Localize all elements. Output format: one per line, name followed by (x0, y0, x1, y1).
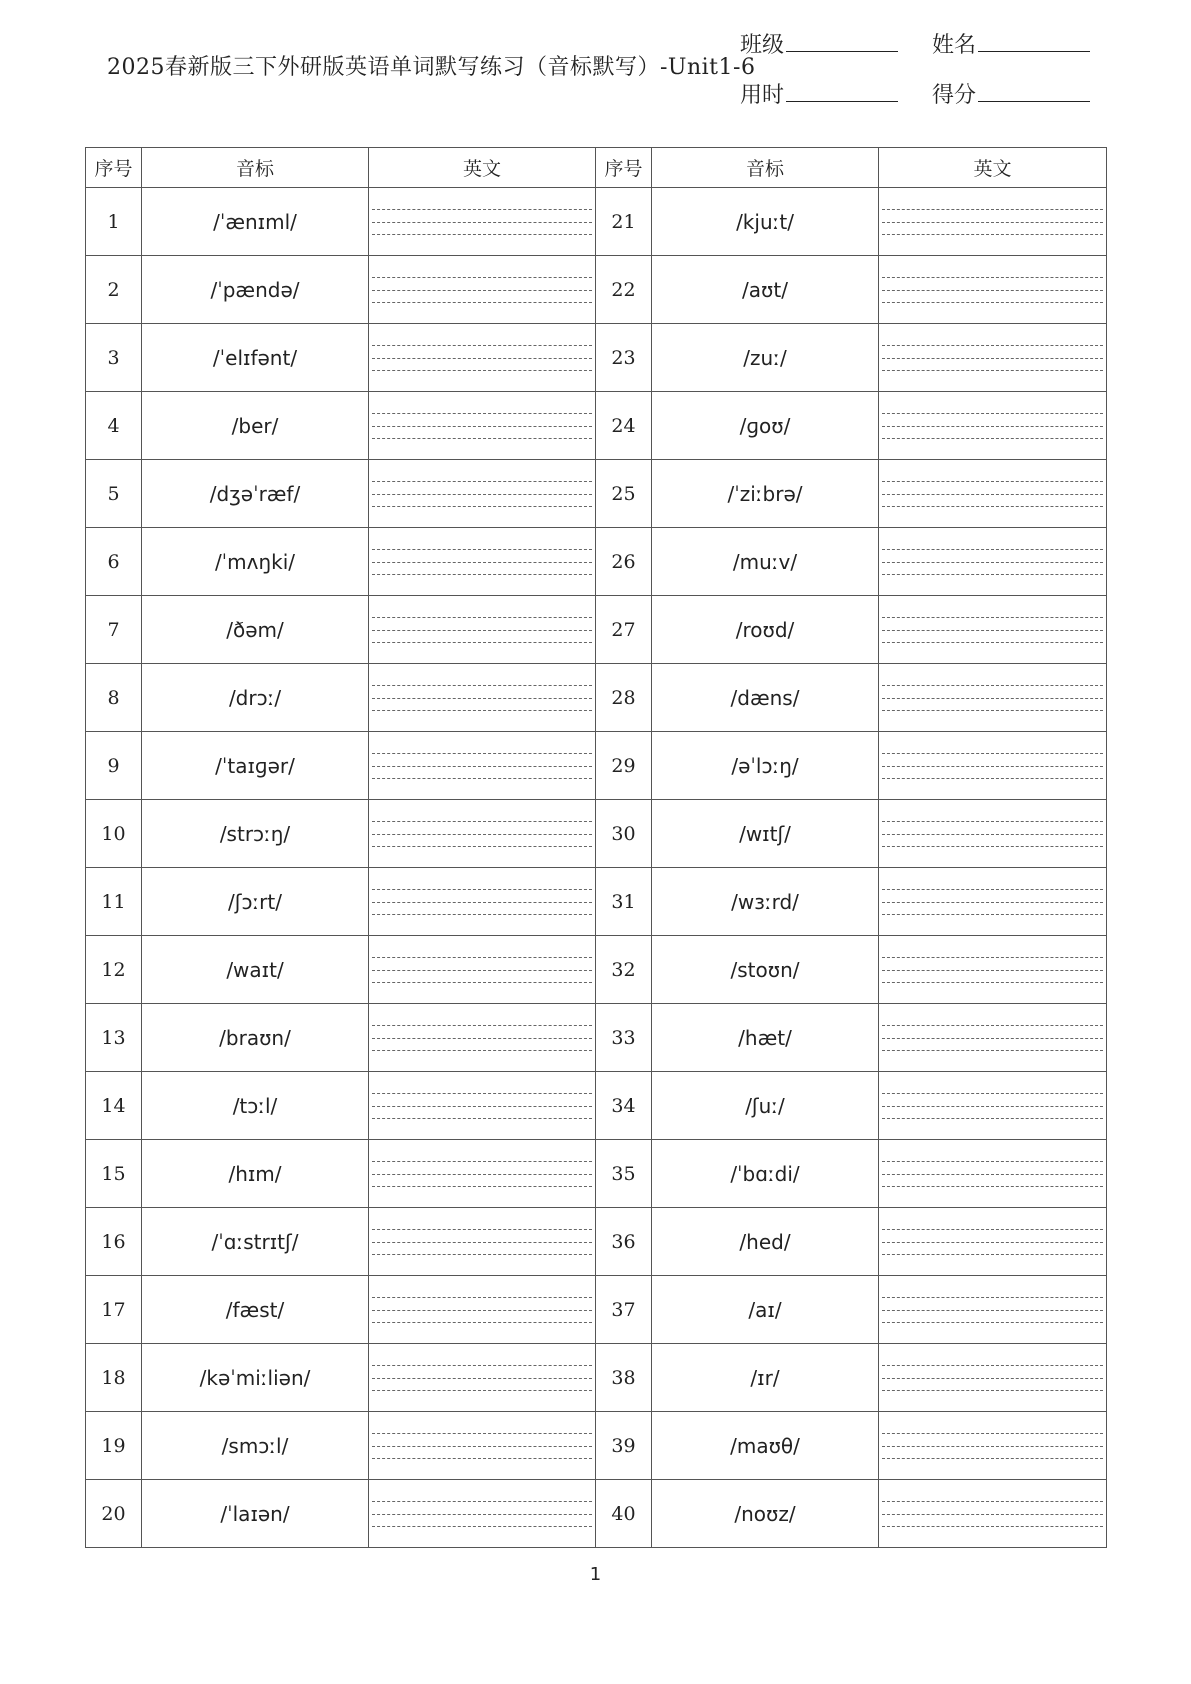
dashed-writing-line (882, 914, 1103, 915)
item-number: 30 (596, 800, 652, 868)
english-answer-cell[interactable] (369, 732, 596, 800)
dashed-writing-line (372, 846, 592, 847)
item-number: 36 (596, 1208, 652, 1276)
phonetic-symbol: /noʊz/ (652, 1480, 879, 1548)
dashed-writing-line (372, 1093, 592, 1094)
phonetic-symbol: /kjuːt/ (652, 188, 879, 256)
dashed-writing-line (372, 834, 592, 835)
dashed-writing-line (372, 345, 592, 346)
dashed-writing-line (372, 970, 592, 971)
phonetic-symbol: /strɔːŋ/ (142, 800, 369, 868)
dashed-writing-line (372, 821, 592, 822)
dashed-writing-line (882, 345, 1103, 346)
item-number: 18 (86, 1344, 142, 1412)
phonetic-symbol: /muːv/ (652, 528, 879, 596)
dashed-writing-line (372, 1229, 592, 1230)
dashed-writing-line (882, 222, 1103, 223)
english-answer-cell[interactable] (369, 1412, 596, 1480)
dashed-writing-line (882, 698, 1103, 699)
dashed-writing-line (372, 1365, 592, 1366)
item-number: 14 (86, 1072, 142, 1140)
dashed-writing-line (882, 846, 1103, 847)
dashed-writing-line (882, 778, 1103, 779)
dashed-writing-line (882, 766, 1103, 767)
item-number: 4 (86, 392, 142, 460)
name-field (932, 28, 1090, 59)
dashed-writing-line (882, 1106, 1103, 1107)
item-number: 3 (86, 324, 142, 392)
item-number: 24 (596, 392, 652, 460)
english-answer-cell[interactable] (369, 1276, 596, 1344)
item-number: 40 (596, 1480, 652, 1548)
dashed-writing-line (882, 957, 1103, 958)
table-row (86, 1480, 1107, 1548)
item-number: 5 (86, 460, 142, 528)
phonetic-symbol: /ˈlaɪən/ (142, 1480, 369, 1548)
phonetic-symbol: /zuː/ (652, 324, 879, 392)
english-answer-cell[interactable] (369, 460, 596, 528)
item-number: 35 (596, 1140, 652, 1208)
dashed-writing-line (882, 1186, 1103, 1187)
english-answer-cell[interactable] (369, 1344, 596, 1412)
item-number: 20 (86, 1480, 142, 1548)
table-row (86, 868, 1107, 936)
dashed-writing-line (372, 209, 592, 210)
dashed-writing-line (372, 1433, 592, 1434)
header-ipa-right: 音标 (652, 148, 879, 188)
item-number: 17 (86, 1276, 142, 1344)
dashed-writing-line (882, 1310, 1103, 1311)
dashed-writing-line (372, 1254, 592, 1255)
dashed-writing-line (882, 277, 1103, 278)
dashed-writing-line (372, 413, 592, 414)
phonetic-symbol: /fæst/ (142, 1276, 369, 1344)
header-ipa-left: 音标 (142, 148, 369, 188)
dictation-table (85, 147, 1107, 1548)
dashed-writing-line (372, 914, 592, 915)
dashed-writing-line (882, 413, 1103, 414)
item-number: 10 (86, 800, 142, 868)
dashed-writing-line (372, 234, 592, 235)
dashed-writing-line (882, 834, 1103, 835)
phonetic-symbol: /dʒəˈræf/ (142, 460, 369, 528)
dashed-writing-line (882, 982, 1103, 983)
english-answer-cell[interactable] (879, 324, 1107, 392)
english-answer-cell[interactable] (369, 392, 596, 460)
dashed-writing-line (882, 1118, 1103, 1119)
dashed-writing-line (882, 506, 1103, 507)
dashed-writing-line (882, 1050, 1103, 1051)
dashed-writing-line (882, 889, 1103, 890)
phonetic-symbol: /ˈelɪfənt/ (142, 324, 369, 392)
dashed-writing-line (372, 1174, 592, 1175)
dashed-writing-line (882, 685, 1103, 686)
dashed-writing-line (372, 1458, 592, 1459)
dashed-writing-line (882, 630, 1103, 631)
phonetic-symbol: /maʊθ/ (652, 1412, 879, 1480)
phonetic-symbol: /ˈmʌŋki/ (142, 528, 369, 596)
dashed-writing-line (882, 1038, 1103, 1039)
item-number: 15 (86, 1140, 142, 1208)
english-answer-cell[interactable] (879, 1276, 1107, 1344)
phonetic-symbol: /drɔː/ (142, 664, 369, 732)
english-answer-cell[interactable] (879, 800, 1107, 868)
dashed-writing-line (882, 549, 1103, 550)
dashed-writing-line (882, 1365, 1103, 1366)
dashed-writing-line (372, 549, 592, 550)
dashed-writing-line (372, 370, 592, 371)
header-english-left: 英文 (369, 148, 596, 188)
dashed-writing-line (882, 1174, 1103, 1175)
dashed-writing-line (882, 1254, 1103, 1255)
phonetic-symbol: /waɪt/ (142, 936, 369, 1004)
table-row (86, 324, 1107, 392)
phonetic-symbol: /ber/ (142, 392, 369, 460)
dashed-writing-line (372, 222, 592, 223)
phonetic-symbol: /wɪtʃ/ (652, 800, 879, 868)
english-answer-cell[interactable] (369, 256, 596, 324)
phonetic-symbol: /braʊn/ (142, 1004, 369, 1072)
dashed-writing-line (372, 685, 592, 686)
phonetic-symbol: /ɡoʊ/ (652, 392, 879, 460)
english-answer-cell[interactable] (879, 664, 1107, 732)
english-answer-cell[interactable] (879, 528, 1107, 596)
dashed-writing-line (882, 1526, 1103, 1527)
phonetic-symbol: /hed/ (652, 1208, 879, 1276)
english-answer-cell[interactable] (369, 936, 596, 1004)
dashed-writing-line (372, 494, 592, 495)
dashed-writing-line (372, 1242, 592, 1243)
dashed-writing-line (372, 1310, 592, 1311)
dashed-writing-line (372, 426, 592, 427)
dashed-writing-line (372, 358, 592, 359)
dashed-writing-line (372, 957, 592, 958)
phonetic-symbol: /ðəm/ (142, 596, 369, 664)
dashed-writing-line (882, 1229, 1103, 1230)
item-number: 33 (596, 1004, 652, 1072)
table-row (86, 664, 1107, 732)
dashed-writing-line (882, 358, 1103, 359)
dashed-writing-line (372, 642, 592, 643)
english-answer-cell[interactable] (879, 1412, 1107, 1480)
phonetic-symbol: /stoʊn/ (652, 936, 879, 1004)
dashed-writing-line (372, 1446, 592, 1447)
table-row (86, 596, 1107, 664)
dashed-writing-line (882, 710, 1103, 711)
english-answer-cell[interactable] (369, 188, 596, 256)
table-row (86, 1412, 1107, 1480)
item-number: 13 (86, 1004, 142, 1072)
dashed-writing-line (372, 982, 592, 983)
item-number: 27 (596, 596, 652, 664)
item-number: 25 (596, 460, 652, 528)
table-row (86, 256, 1107, 324)
dashed-writing-line (882, 481, 1103, 482)
item-number: 38 (596, 1344, 652, 1412)
dashed-writing-line (372, 290, 592, 291)
english-answer-cell[interactable] (369, 528, 596, 596)
english-answer-cell[interactable] (879, 1344, 1107, 1412)
page-number: 1 (589, 1564, 602, 1585)
time-label: 用时 (740, 83, 785, 108)
name-label: 姓名 (932, 33, 977, 58)
dashed-writing-line (882, 753, 1103, 754)
english-answer-cell[interactable] (369, 1072, 596, 1140)
english-answer-cell[interactable] (879, 188, 1107, 256)
dashed-writing-line (372, 1501, 592, 1502)
dashed-writing-line (882, 302, 1103, 303)
phonetic-symbol: /ɪr/ (652, 1344, 879, 1412)
english-answer-cell[interactable] (879, 1004, 1107, 1072)
table-row (86, 1208, 1107, 1276)
header-english-right: 英文 (879, 148, 1107, 188)
item-number: 37 (596, 1276, 652, 1344)
item-number: 6 (86, 528, 142, 596)
class-blank-line[interactable] (786, 31, 898, 52)
dashed-writing-line (882, 642, 1103, 643)
english-answer-cell[interactable] (369, 1004, 596, 1072)
phonetic-symbol: /aʊt/ (652, 256, 879, 324)
item-number: 12 (86, 936, 142, 1004)
phonetic-symbol: /ˈbɑːdi/ (652, 1140, 879, 1208)
score-blank-line[interactable] (978, 81, 1090, 102)
phonetic-symbol: /tɔːl/ (142, 1072, 369, 1140)
dashed-writing-line (882, 438, 1103, 439)
dashed-writing-line (882, 1093, 1103, 1094)
class-field (740, 28, 898, 59)
english-answer-cell[interactable] (879, 1480, 1107, 1548)
table-row (86, 1344, 1107, 1412)
item-number: 8 (86, 664, 142, 732)
dashed-writing-line (372, 438, 592, 439)
header-number-right: 序号 (596, 148, 652, 188)
dashed-writing-line (372, 766, 592, 767)
table-row (86, 460, 1107, 528)
dashed-writing-line (372, 1526, 592, 1527)
item-number: 26 (596, 528, 652, 596)
english-answer-cell[interactable] (879, 596, 1107, 664)
dashed-writing-line (882, 1433, 1103, 1434)
item-number: 29 (596, 732, 652, 800)
dashed-writing-line (372, 1390, 592, 1391)
dashed-writing-line (372, 1378, 592, 1379)
dashed-writing-line (882, 234, 1103, 235)
dashed-writing-line (372, 481, 592, 482)
dashed-writing-line (882, 1322, 1103, 1323)
dashed-writing-line (882, 494, 1103, 495)
phonetic-symbol: /aɪ/ (652, 1276, 879, 1344)
dashed-writing-line (372, 778, 592, 779)
dashed-writing-line (882, 209, 1103, 210)
dashed-writing-line (372, 1050, 592, 1051)
phonetic-symbol: /smɔːl/ (142, 1412, 369, 1480)
english-answer-cell[interactable] (369, 1140, 596, 1208)
dashed-writing-line (882, 574, 1103, 575)
phonetic-symbol: /kəˈmiːliən/ (142, 1344, 369, 1412)
dashed-writing-line (372, 1186, 592, 1187)
dashed-writing-line (372, 902, 592, 903)
item-number: 7 (86, 596, 142, 664)
dashed-writing-line (882, 1446, 1103, 1447)
dashed-writing-line (372, 1038, 592, 1039)
phonetic-symbol: /hɪm/ (142, 1140, 369, 1208)
table-row (86, 936, 1107, 1004)
english-answer-cell[interactable] (369, 1480, 596, 1548)
time-blank-line[interactable] (786, 81, 898, 102)
dashed-writing-line (882, 1378, 1103, 1379)
dashed-writing-line (372, 506, 592, 507)
table-row (86, 1276, 1107, 1344)
dashed-writing-line (372, 1025, 592, 1026)
dashed-writing-line (372, 1161, 592, 1162)
score-field (932, 78, 1090, 109)
dashed-writing-line (882, 902, 1103, 903)
item-number: 28 (596, 664, 652, 732)
phonetic-symbol: /roʊd/ (652, 596, 879, 664)
english-answer-cell[interactable] (879, 868, 1107, 936)
dashed-writing-line (372, 753, 592, 754)
dashed-writing-line (372, 302, 592, 303)
dashed-writing-line (372, 1322, 592, 1323)
dashed-writing-line (882, 970, 1103, 971)
english-answer-cell[interactable] (879, 936, 1107, 1004)
dashed-writing-line (882, 426, 1103, 427)
dashed-writing-line (372, 562, 592, 563)
table-row (86, 188, 1107, 256)
item-number: 1 (86, 188, 142, 256)
dashed-writing-line (882, 1242, 1103, 1243)
item-number: 2 (86, 256, 142, 324)
dashed-writing-line (882, 1501, 1103, 1502)
english-answer-cell[interactable] (879, 1140, 1107, 1208)
english-answer-cell[interactable] (879, 732, 1107, 800)
english-answer-cell[interactable] (369, 664, 596, 732)
phonetic-symbol: /ʃɔːrt/ (142, 868, 369, 936)
table-row (86, 1004, 1107, 1072)
item-number: 21 (596, 188, 652, 256)
dashed-writing-line (882, 290, 1103, 291)
english-answer-cell[interactable] (879, 256, 1107, 324)
dashed-writing-line (882, 617, 1103, 618)
dashed-writing-line (372, 277, 592, 278)
table-row (86, 732, 1107, 800)
name-blank-line[interactable] (978, 31, 1090, 52)
item-number: 11 (86, 868, 142, 936)
item-number: 16 (86, 1208, 142, 1276)
dashed-writing-line (372, 1106, 592, 1107)
dashed-writing-line (882, 370, 1103, 371)
dashed-writing-line (882, 1161, 1103, 1162)
phonetic-symbol: /wɜːrd/ (652, 868, 879, 936)
phonetic-symbol: /dæns/ (652, 664, 879, 732)
worksheet-title: 2025春新版三下外研版英语单词默写练习（音标默写）-Unit1-6 (107, 55, 756, 80)
table-row (86, 800, 1107, 868)
item-number: 32 (596, 936, 652, 1004)
english-answer-cell[interactable] (369, 596, 596, 664)
dashed-writing-line (882, 1390, 1103, 1391)
dashed-writing-line (372, 617, 592, 618)
item-number: 34 (596, 1072, 652, 1140)
dashed-writing-line (372, 630, 592, 631)
english-answer-cell[interactable] (879, 392, 1107, 460)
dashed-writing-line (372, 698, 592, 699)
english-answer-cell[interactable] (369, 1208, 596, 1276)
phonetic-symbol: /ˈpændə/ (142, 256, 369, 324)
dashed-writing-line (372, 710, 592, 711)
item-number: 22 (596, 256, 652, 324)
item-number: 9 (86, 732, 142, 800)
table-row (86, 1140, 1107, 1208)
dashed-writing-line (882, 1025, 1103, 1026)
phonetic-symbol: /əˈlɔːŋ/ (652, 732, 879, 800)
item-number: 39 (596, 1412, 652, 1480)
dashed-writing-line (882, 562, 1103, 563)
table-row (86, 528, 1107, 596)
phonetic-symbol: /hæt/ (652, 1004, 879, 1072)
phonetic-symbol: /ˈænɪml/ (142, 188, 369, 256)
dashed-writing-line (372, 1297, 592, 1298)
dashed-writing-line (372, 574, 592, 575)
dashed-writing-line (882, 1458, 1103, 1459)
english-answer-cell[interactable] (879, 1208, 1107, 1276)
table-header-row (86, 148, 1107, 188)
english-answer-cell[interactable] (369, 868, 596, 936)
item-number: 19 (86, 1412, 142, 1480)
dashed-writing-line (372, 1514, 592, 1515)
table-row (86, 1072, 1107, 1140)
phonetic-symbol: /ʃuː/ (652, 1072, 879, 1140)
score-label: 得分 (932, 83, 977, 108)
header-number-left: 序号 (86, 148, 142, 188)
phonetic-symbol: /ˈɑːstrɪtʃ/ (142, 1208, 369, 1276)
item-number: 31 (596, 868, 652, 936)
class-label: 班级 (740, 33, 785, 58)
english-answer-cell[interactable] (369, 324, 596, 392)
phonetic-symbol: /ˈziːbrə/ (652, 460, 879, 528)
table-row (86, 392, 1107, 460)
item-number: 23 (596, 324, 652, 392)
dashed-writing-line (372, 889, 592, 890)
english-answer-cell[interactable] (369, 800, 596, 868)
time-field (740, 78, 898, 109)
dashed-writing-line (882, 1514, 1103, 1515)
dashed-writing-line (882, 1297, 1103, 1298)
dashed-writing-line (882, 821, 1103, 822)
english-answer-cell[interactable] (879, 1072, 1107, 1140)
phonetic-symbol: /ˈtaɪɡər/ (142, 732, 369, 800)
english-answer-cell[interactable] (879, 460, 1107, 528)
dashed-writing-line (372, 1118, 592, 1119)
